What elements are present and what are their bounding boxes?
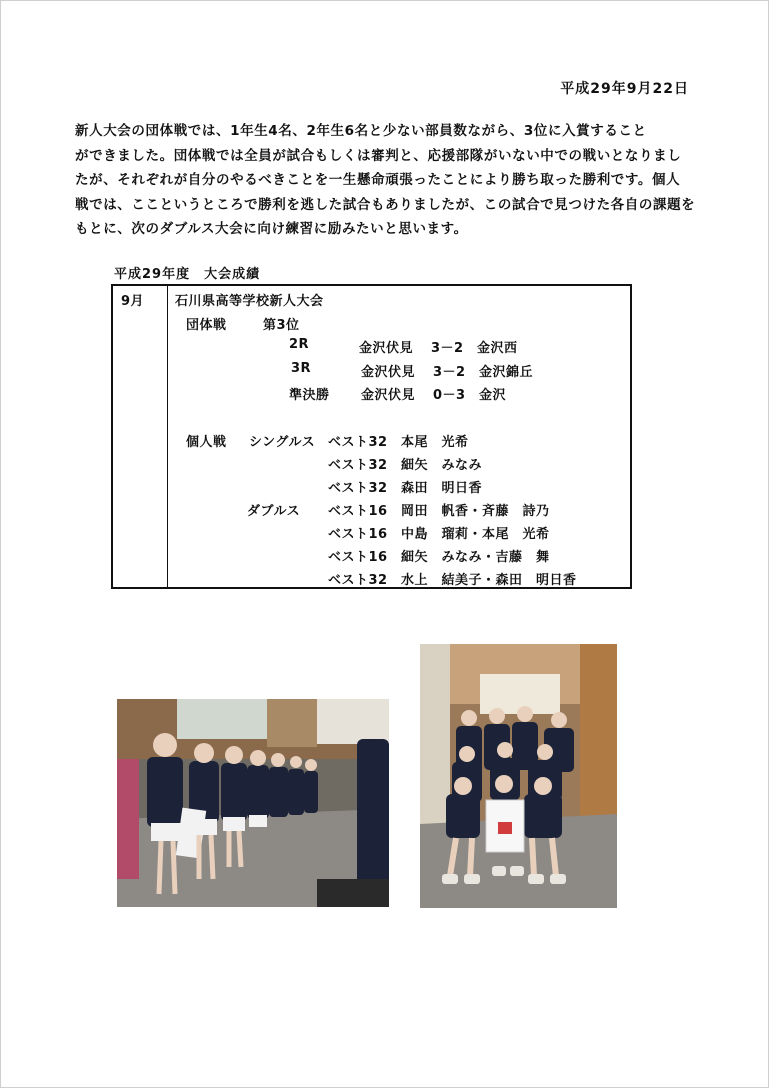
singles-label: シングルス [249, 435, 316, 450]
match-round: 準決勝 [289, 388, 330, 403]
doubles-pair: 細矢 みなみ・吉藤 舞 [401, 550, 550, 565]
team-label: 団体戦 [186, 318, 227, 333]
paragraph-line: もとに、次のダブルス大会に向け練習に励みたいと思います。 [75, 221, 468, 237]
individual-label: 個人戦 [186, 435, 227, 450]
singles-rank: ベスト32 [328, 435, 388, 450]
match-score: 3－2 [433, 365, 466, 380]
month-cell: 9月 [121, 294, 145, 309]
match-school: 金沢伏見 [361, 388, 416, 403]
results-table [111, 284, 632, 589]
tournament-name: 石川県高等学校新人大会 [175, 294, 324, 309]
match-round: 2R [289, 337, 310, 352]
report-paragraph [75, 119, 697, 242]
document-date: 平成29年9月22日 [560, 81, 689, 97]
singles-player: 細矢 みなみ [401, 458, 483, 473]
singles-player: 本尾 光希 [401, 435, 469, 450]
match-opponent: 金沢 [479, 388, 507, 403]
singles-rank: ベスト32 [328, 458, 388, 473]
paragraph-line: たが、それぞれが自分のやるべきことを一生懸命頑張ったことにより勝ち取った勝利です。個人 [75, 172, 681, 188]
paragraph-line: 戦では、ここというところで勝利を逃した試合もありましたが、この試合で見つけた各自の課題を [75, 196, 696, 213]
doubles-pair: 水上 結美子・森田 明日香 [401, 573, 577, 588]
match-score: 3－2 [431, 341, 464, 356]
team-photo [420, 644, 617, 908]
team-place: 第3位 [263, 318, 300, 333]
doubles-rank: ベスト16 [328, 527, 388, 542]
paragraph-line: 新人大会の団体戦では、1年生4名、2年生6名と少ない部員数ながら、3位に入賞すること [75, 123, 647, 139]
match-opponent: 金沢錦丘 [479, 365, 534, 380]
singles-player: 森田 明日香 [401, 481, 483, 496]
doubles-pair: 中島 瑠莉・本尾 光希 [401, 527, 550, 542]
match-round: 3R [291, 361, 312, 376]
ceremony-photo [117, 699, 389, 907]
doubles-pair: 岡田 帆香・斉藤 詩乃 [401, 504, 550, 519]
results-caption: 平成29年度 大会成績 [114, 267, 261, 282]
match-opponent: 金沢西 [477, 341, 518, 356]
singles-rank: ベスト32 [328, 481, 388, 496]
doubles-rank: ベスト16 [328, 550, 388, 565]
match-school: 金沢伏見 [359, 341, 414, 356]
doubles-rank: ベスト16 [328, 504, 388, 519]
doubles-label: ダブルス [247, 504, 301, 519]
doubles-rank: ベスト32 [328, 573, 388, 588]
table-divider [167, 286, 168, 587]
paragraph-line: ができました。団体戦では全員が試合もしくは審判と、応援部隊がいない中での戦いとなりまし [75, 147, 682, 164]
match-school: 金沢伏見 [361, 365, 416, 380]
match-score: 0－3 [433, 388, 466, 403]
